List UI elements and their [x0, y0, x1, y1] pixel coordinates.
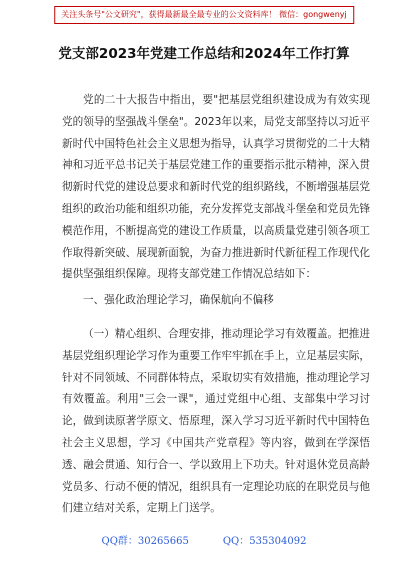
document-title: 党支部2023年党建工作总结和2024年工作打算 — [58, 46, 350, 62]
qq-group: QQ群：30265665 — [101, 536, 189, 547]
intro-paragraph: 党的二十大报告中指出，要"把基层党组织建设成为有效实现党的领导的坚强战斗堡垒"。2023年以来，局党支部坚持以习近平新时代中国特色社会主义思想为指导，认真学习贯彻党的二十大精神和习近平总书记关于基层党建工作的重要指示批示精神，深入贯彻新时代党的建设总要求和新时代党的组织路线，不断增强基层党组织的政治功能和组织功能，充分发挥党支部战斗堡垒和党员先锋模范作用，不断提高党的建设工作质量，以高质量党建引领各项工作取得新突破、展现新面貌，为奋力推进新时代新征程工作现代化提供坚强组织保障。现将支部党建工作情况总结如下： — [62, 94, 370, 281]
sub-section-paragraph: （一）精心组织、合理安排，推动理论学习有效覆盖。把推进基层党组织理论学习作为重要工作牢牢抓在手上，立足基层实际，针对不同领域、不同群体特点，采取切实有效措施，推动理论学习有效覆盖。利用"三会一课"，通过党组中心组、支部集中学习讨论，做到读原著学原文、悟原理，深入学习习近平新时代中国特色社会主义思想，学习《中国共产党章程》等内容，做到在学深悟透、融会贯通、知行合一、学以致用上下功夫。针对退休党员高龄党员多、行动不便的情况，组织具有一定理论功底的在职党员与他们建立结对关系，定期上门送学。 — [62, 328, 370, 515]
section-heading: 一、强化政治理论学习，确保航向不偏移 — [83, 294, 274, 306]
qq-number: QQ：535304092 — [222, 536, 307, 547]
footer-contact — [0, 535, 408, 549]
promo-banner: 关注头条号"公文研究"，获得最新最全最专业的公文资料库！ 微信：gongwenyj — [54, 6, 354, 24]
